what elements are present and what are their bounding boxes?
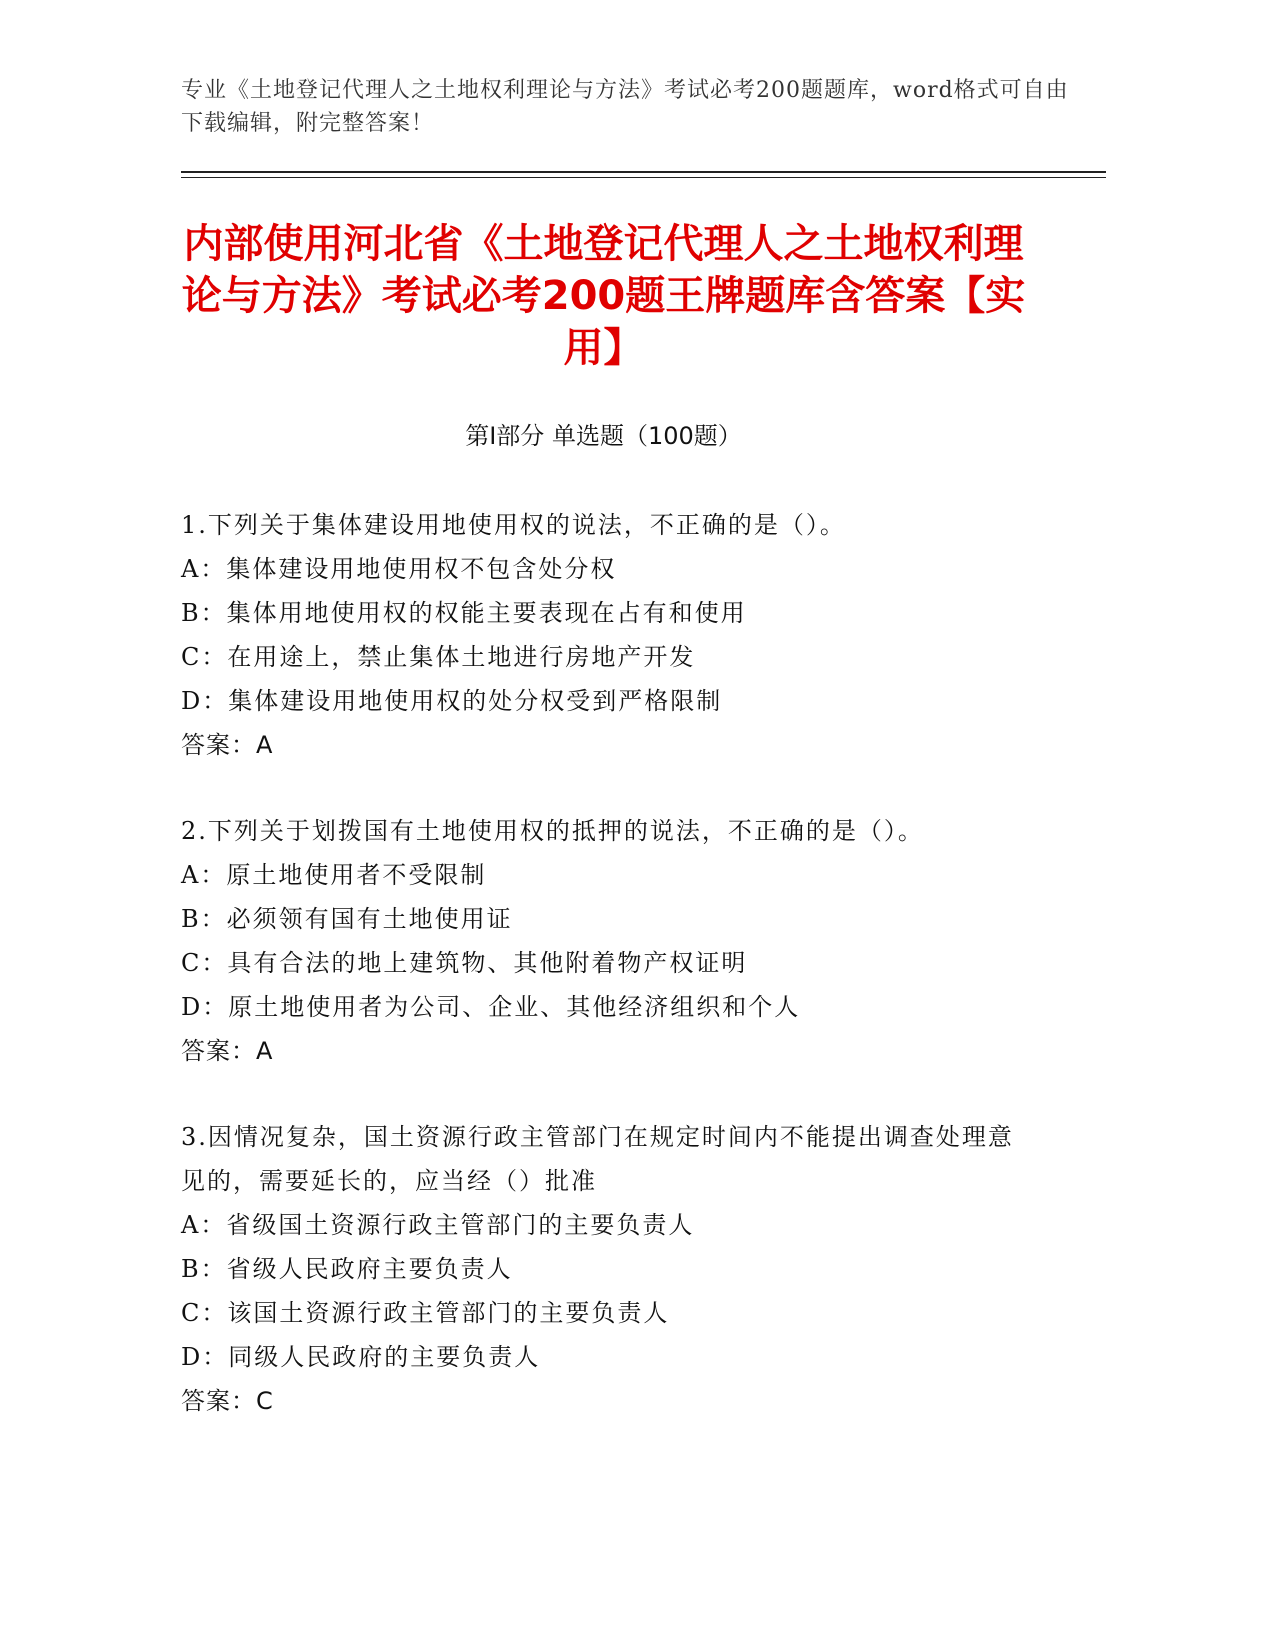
question-stem: 3.因情况复杂，国土资源行政主管部门在规定时间内不能提出调查处理意见的，需要延长的，应当经（）批准 — [181, 1123, 1014, 1195]
option-d: D：集体建设用地使用权的处分权受到严格限制 — [181, 687, 723, 715]
question-3 — [181, 1115, 1041, 1423]
question-stem: 1.下列关于集体建设用地使用权的说法，不正确的是（）。 — [181, 511, 846, 539]
option-c: C：在用途上，禁止集体土地进行房地产开发 — [181, 643, 696, 671]
option-b: B：必须领有国有土地使用证 — [181, 905, 513, 933]
header-note: 专业《土地登记代理人之土地权利理论与方法》考试必考200题题库，word格式可自由下载编辑，附完整答案！ — [181, 78, 1069, 136]
question-list — [181, 503, 1041, 1465]
header-rule-thin — [181, 177, 1106, 178]
question-2 — [181, 809, 1041, 1073]
document-title: 内部使用河北省《土地登记代理人之土地权利理论与方法》考试必考200题王牌题库含答案【实用】 — [181, 221, 1026, 371]
question-stem: 2.下列关于划拨国有土地使用权的抵押的说法，不正确的是（）。 — [181, 817, 924, 845]
option-b: B：省级人民政府主要负责人 — [181, 1255, 513, 1283]
section-heading: 第I部分 单选题（100题） — [465, 422, 742, 450]
option-b: B：集体用地使用权的权能主要表现在占有和使用 — [181, 599, 747, 627]
option-a: A：原土地使用者不受限制 — [181, 861, 487, 889]
option-c: C：该国土资源行政主管部门的主要负责人 — [181, 1299, 670, 1327]
answer-label: 答案：A — [181, 731, 274, 759]
header-rule-thick — [181, 171, 1106, 173]
option-a: A：集体建设用地使用权不包含处分权 — [181, 555, 617, 583]
option-a: A：省级国土资源行政主管部门的主要负责人 — [181, 1211, 695, 1239]
answer-label: 答案：C — [181, 1387, 274, 1415]
option-d: D：同级人民政府的主要负责人 — [181, 1343, 541, 1371]
answer-label: 答案：A — [181, 1037, 274, 1065]
option-c: C：具有合法的地上建筑物、其他附着物产权证明 — [181, 949, 748, 977]
option-d: D：原土地使用者为公司、企业、其他经济组织和个人 — [181, 993, 801, 1021]
question-1 — [181, 503, 1041, 767]
